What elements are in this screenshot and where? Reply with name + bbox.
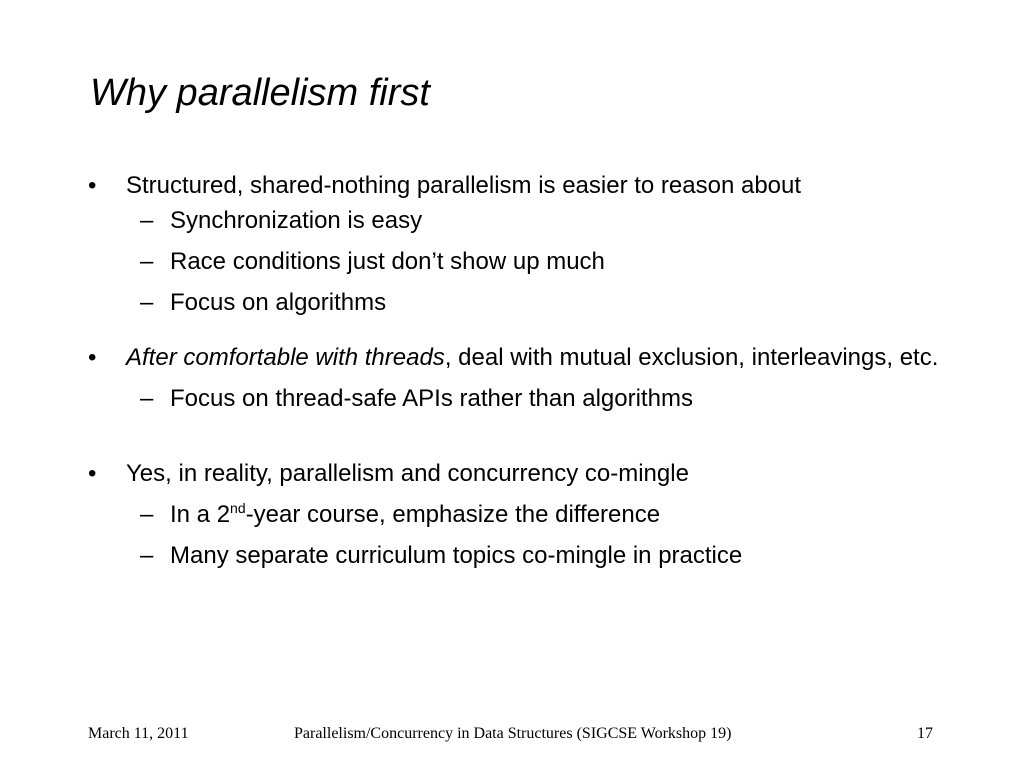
footer-title: Parallelism/Concurrency in Data Structures (SIGCSE Workshop 19) — [294, 725, 732, 742]
dash-marker: – — [140, 248, 154, 275]
bullet-1-text: Structured, shared-nothing parallelism is easier to reason about — [126, 172, 802, 199]
bullet-1-sub-1-text: Synchronization is easy — [170, 207, 423, 234]
bullet-1-sub-2-text: Race conditions just don’t show up much — [170, 248, 605, 275]
bullet-3 — [88, 456, 988, 491]
bullet-3-sub-2 — [88, 538, 988, 573]
bullet-3-sub-1-post: -year course, emphasize the difference — [245, 501, 661, 528]
dash-marker: – — [140, 501, 154, 528]
bullet-marker: • — [88, 172, 97, 199]
footer-date: March 11, 2011 — [88, 725, 189, 742]
bullet-2-text: , deal with mutual exclusion, interleavings, etc. — [444, 344, 939, 371]
slide-title: Why parallelism first — [90, 72, 430, 114]
bullet-1-sub-2 — [88, 244, 988, 279]
bullet-3-sub-2-text: Many separate curriculum topics co-mingle in practice — [170, 542, 743, 569]
bullet-2 — [88, 340, 988, 375]
bullet-2-sub-1 — [88, 381, 988, 416]
bullet-1-sub-3-text: Focus on algorithms — [170, 289, 387, 316]
bullet-1-sub-3 — [88, 285, 988, 320]
bullet-2-sub-1-text: Focus on thread-safe APIs rather than algorithms — [170, 385, 693, 412]
page-number: 17 — [917, 725, 933, 742]
bullet-3-text: Yes, in reality, parallelism and concurrency co-mingle — [126, 460, 689, 487]
bullet-marker: • — [88, 460, 97, 487]
bullet-marker: • — [88, 344, 97, 371]
dash-marker: – — [140, 207, 154, 234]
bullet-1 — [88, 168, 988, 203]
ordinal-superscript: nd — [230, 500, 246, 516]
dash-marker: – — [140, 289, 154, 316]
bullet-2-emphasis: After comfortable with threads — [126, 344, 445, 371]
bullet-1-sub-1 — [88, 203, 988, 238]
bullet-3-sub-1-pre: In a 2 — [170, 501, 231, 528]
dash-marker: – — [140, 385, 154, 412]
slide-body — [88, 168, 988, 573]
dash-marker: – — [140, 542, 154, 569]
bullet-3-sub-1 — [88, 497, 988, 532]
